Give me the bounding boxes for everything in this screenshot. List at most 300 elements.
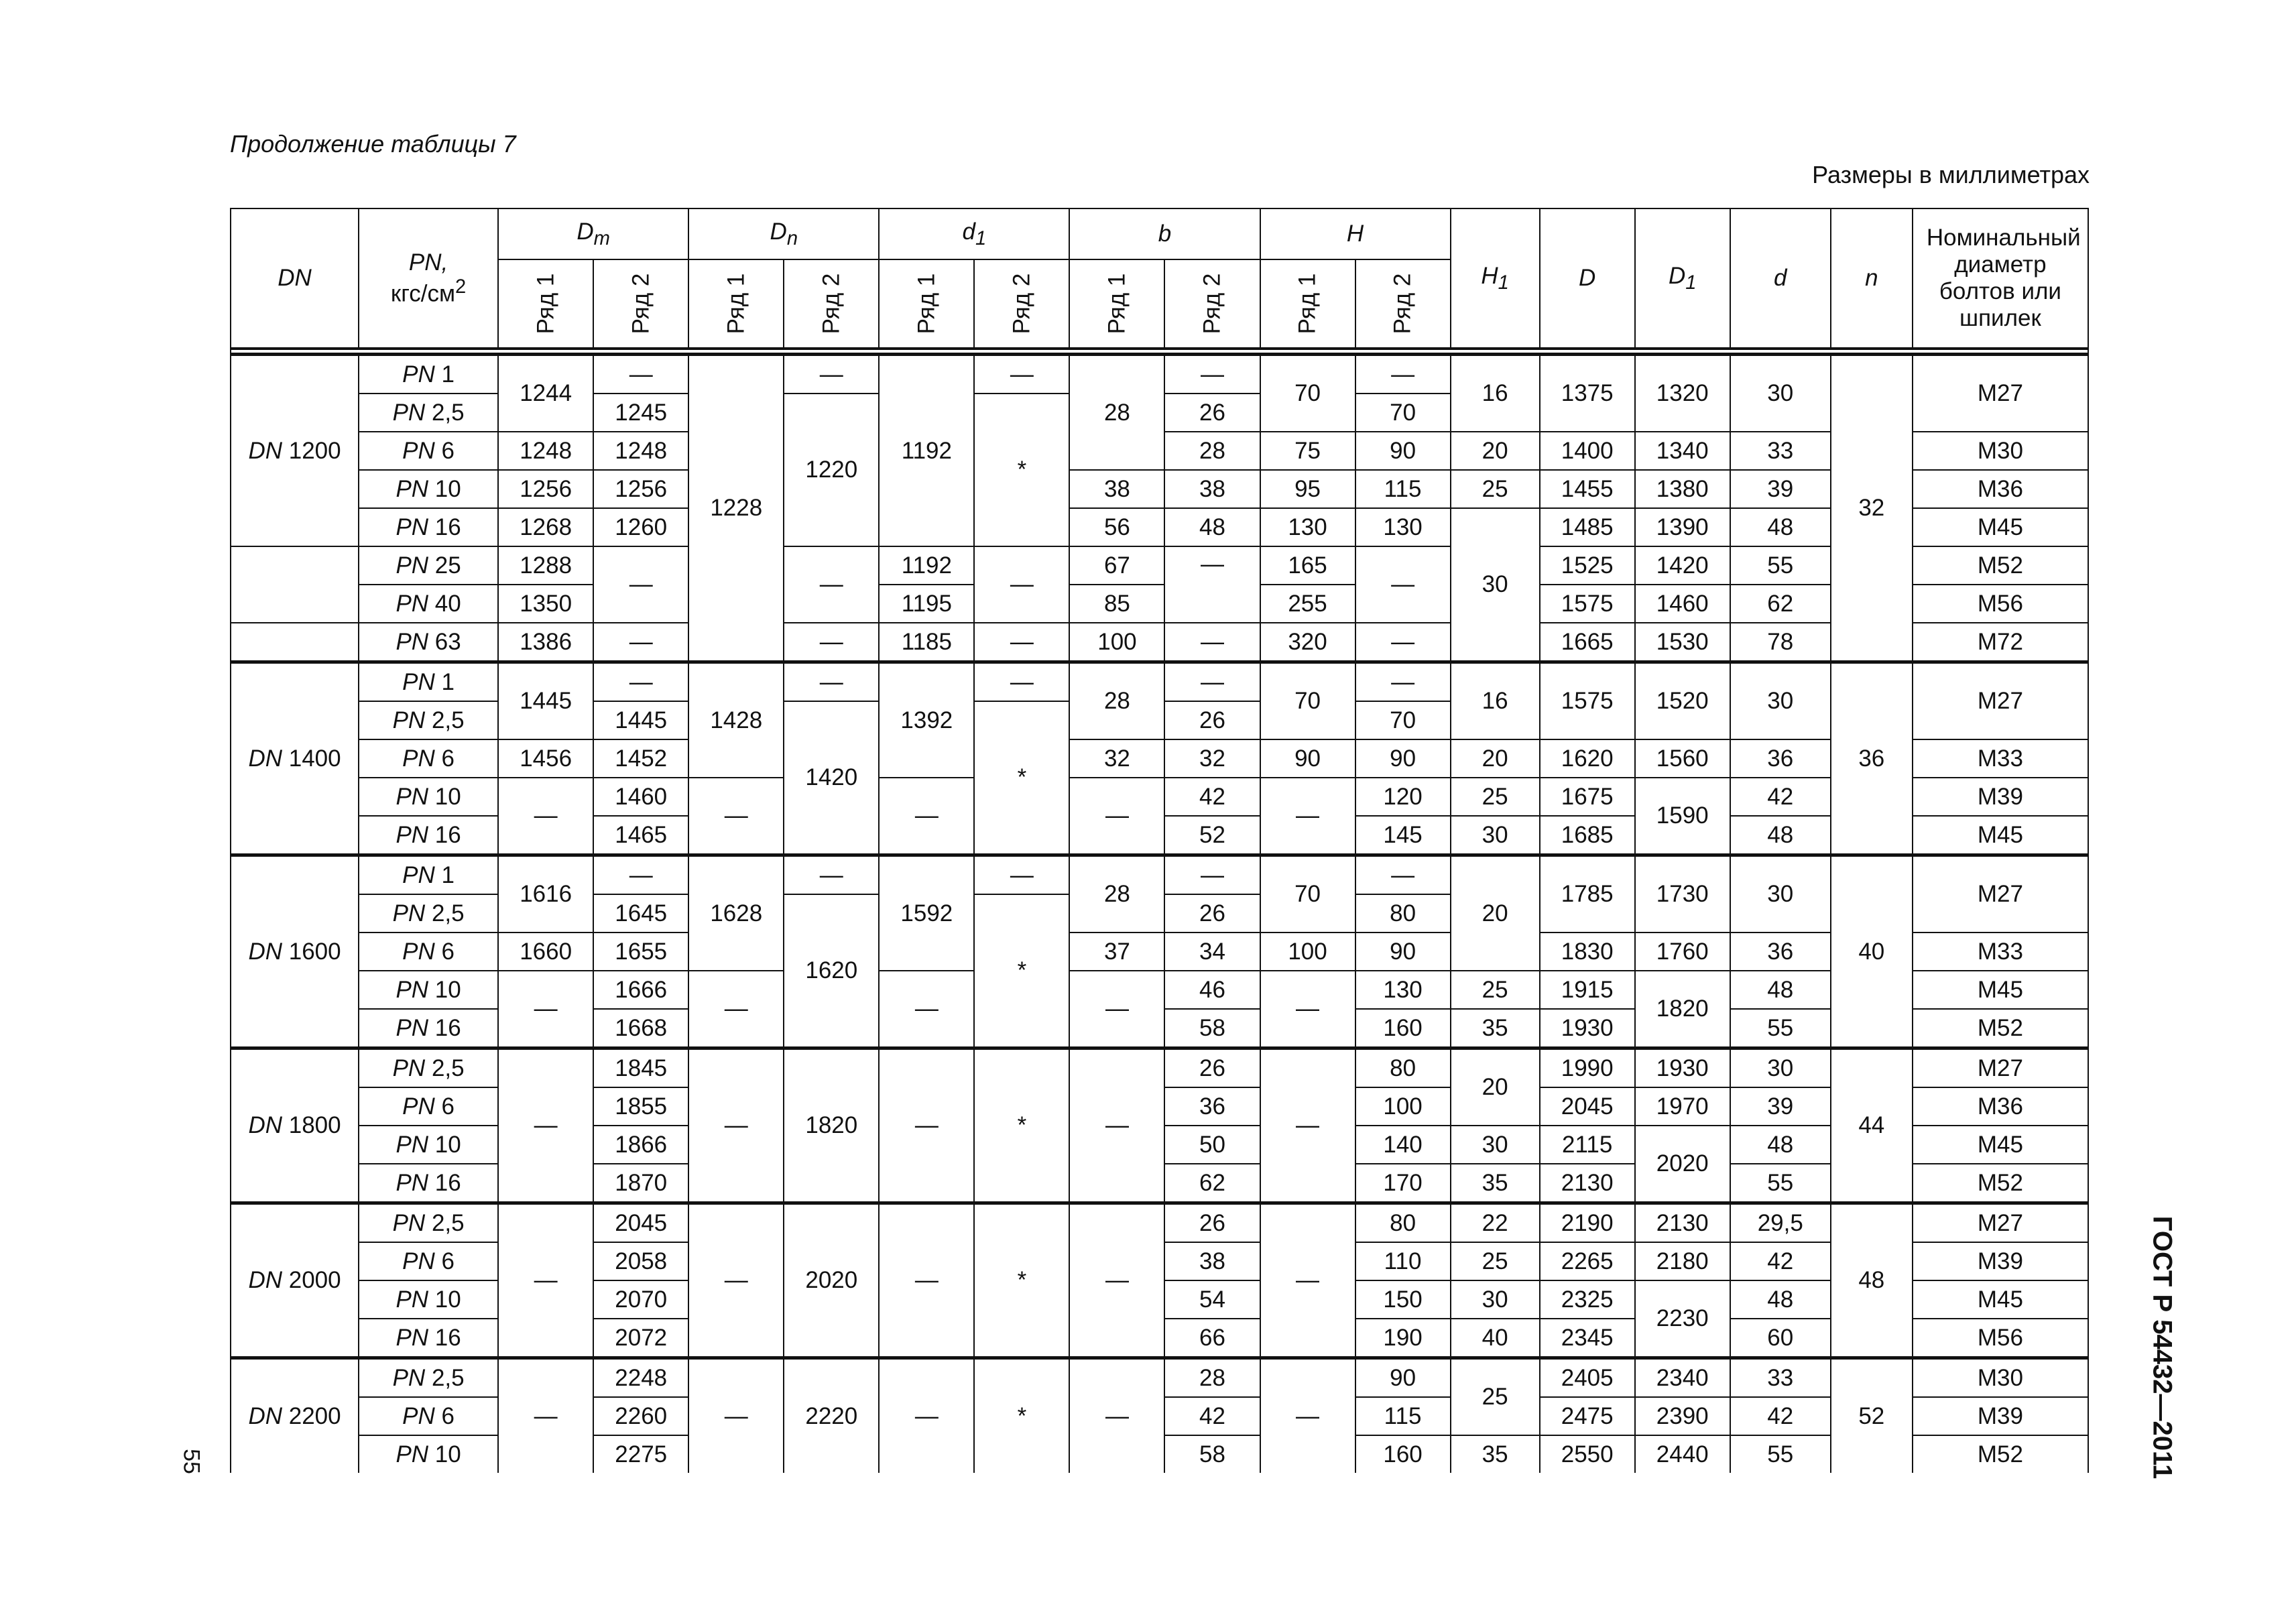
- table-cell: 70: [1355, 701, 1451, 739]
- table-cell: 1452: [593, 739, 688, 778]
- table-cell: 165: [1260, 546, 1355, 585]
- table-cell: 1575: [1540, 585, 1635, 623]
- table-cell: 1560: [1635, 739, 1730, 778]
- table-cell: 1616: [498, 855, 593, 933]
- table-cell: 1685: [1540, 816, 1635, 855]
- table-cell: 1420: [1635, 546, 1730, 585]
- table-cell: 2260: [593, 1397, 688, 1435]
- table-cell: 100: [1260, 933, 1355, 971]
- table-cell: 1620: [1540, 739, 1635, 778]
- table-cell: —: [1260, 1358, 1355, 1474]
- table-cell: 1970: [1635, 1087, 1730, 1126]
- table-cell: 1575: [1540, 662, 1635, 740]
- units-note: Размеры в миллиметрах: [1812, 161, 2090, 188]
- table-cell: 48: [1831, 1203, 1913, 1358]
- table-cell: 55: [1730, 546, 1831, 585]
- table-cell: —: [879, 778, 974, 855]
- table-cell: —: [1260, 778, 1355, 855]
- table-cell: 67: [1069, 546, 1164, 585]
- col-dn-n: $D_n$: [688, 208, 879, 259]
- table-cell: 80: [1355, 1048, 1451, 1088]
- table-cell: 25: [1451, 778, 1540, 816]
- table-cell: 50: [1164, 1126, 1260, 1164]
- table-cell: 32: [1831, 355, 1913, 662]
- table-cell: 75: [1260, 432, 1355, 470]
- table-cell: PN 6: [359, 1087, 498, 1126]
- table-cell: PN 16: [359, 508, 498, 546]
- table-cell: —: [593, 546, 688, 623]
- table-cell: —: [1260, 1203, 1355, 1358]
- subcol-row2: Ряд 2: [1355, 259, 1451, 349]
- table-cell: 36: [1730, 933, 1831, 971]
- table-cell: —: [1069, 1203, 1164, 1358]
- table-cell: 38: [1069, 470, 1164, 508]
- col-dm: $D_m$: [498, 208, 688, 259]
- table-cell: M45: [1913, 1126, 2088, 1164]
- table-cell: 1460: [1635, 585, 1730, 623]
- table-cell: 36: [1831, 662, 1913, 855]
- table-cell: 1820: [1635, 971, 1730, 1048]
- table-cell: PN 10: [359, 1126, 498, 1164]
- table-cell: —: [879, 971, 974, 1048]
- table-cell: PN 6: [359, 1397, 498, 1435]
- table-cell: 130: [1355, 508, 1451, 546]
- table-cell: 36: [1164, 1087, 1260, 1126]
- table-cell: —: [1260, 971, 1355, 1048]
- table-cell: 70: [1260, 355, 1355, 432]
- table-cell: M45: [1913, 1280, 2088, 1319]
- table-cell: —: [784, 623, 879, 662]
- table-cell: 1390: [1635, 508, 1730, 546]
- table-cell: 2058: [593, 1242, 688, 1280]
- table-cell: —: [974, 355, 1069, 394]
- table-cell: —: [784, 355, 879, 394]
- dn-cell: DN 1600: [231, 855, 359, 1048]
- table-cell: 1400: [1540, 432, 1635, 470]
- table-cell: 1668: [593, 1009, 688, 1048]
- table-cell: 90: [1355, 739, 1451, 778]
- table-cell: M33: [1913, 739, 2088, 778]
- col-d-outer: D: [1540, 208, 1635, 349]
- table-cell: —: [974, 855, 1069, 895]
- table-cell: M27: [1913, 855, 2088, 933]
- table-cell: 42: [1730, 778, 1831, 816]
- table-cell: 1185: [879, 623, 974, 662]
- table-cell: PN 16: [359, 1164, 498, 1203]
- table-cell: 95: [1260, 470, 1355, 508]
- table-cell: 90: [1260, 739, 1355, 778]
- table-cell: 100: [1069, 623, 1164, 662]
- table-cell: —: [498, 1358, 593, 1474]
- table-cell: 30: [1451, 1126, 1540, 1164]
- table-cell: —: [593, 623, 688, 662]
- col-pn: PN, кгс/$см^2$: [359, 208, 498, 349]
- table-cell: 80: [1355, 1203, 1451, 1243]
- subcol-row1: Ряд 1: [1069, 259, 1164, 349]
- table-cell: 33: [1730, 432, 1831, 470]
- table-cell: —: [688, 1048, 784, 1203]
- table-cell: 30: [1451, 1280, 1540, 1319]
- table-cell: 85: [1069, 585, 1164, 623]
- table-cell: 1192: [879, 355, 974, 547]
- table-cell: 1760: [1635, 933, 1730, 971]
- table-cell: —: [974, 546, 1069, 623]
- flange-dimensions-table: [230, 208, 2089, 1473]
- table-cell: —: [1069, 1358, 1164, 1474]
- table-cell: M45: [1913, 508, 2088, 546]
- table-cell: 29,5: [1730, 1203, 1831, 1243]
- table-cell: 28: [1069, 355, 1164, 471]
- table-cell: 48: [1730, 1126, 1831, 1164]
- table-cell: 52: [1164, 816, 1260, 855]
- table-cell: 1260: [593, 508, 688, 546]
- table-cell: 55: [1730, 1009, 1831, 1048]
- table-cell: 1530: [1635, 623, 1730, 662]
- table-cell: 26: [1164, 1203, 1260, 1243]
- table-cell: PN 16: [359, 1319, 498, 1358]
- table-cell: —: [1355, 546, 1451, 623]
- table-cell: —: [1069, 778, 1164, 855]
- table-cell: 2045: [1540, 1087, 1635, 1126]
- table-cell: 1192: [879, 546, 974, 585]
- table-cell: 120: [1355, 778, 1451, 816]
- table-cell: 1320: [1635, 355, 1730, 432]
- table-cell: 2230: [1635, 1280, 1730, 1358]
- table-cell: —: [1069, 1048, 1164, 1203]
- subcol-row2: Ряд 2: [784, 259, 879, 349]
- dn-cell: DN 1200: [231, 355, 359, 547]
- table-cell: [231, 623, 359, 662]
- table-row: [231, 1048, 2088, 1088]
- col-d-hole: d: [1730, 208, 1831, 349]
- table-cell: 1620: [784, 894, 879, 1048]
- table-cell: PN 1: [359, 662, 498, 702]
- table-cell: 2070: [593, 1280, 688, 1319]
- table-cell: 130: [1355, 971, 1451, 1009]
- table-cell: 100: [1355, 1087, 1451, 1126]
- table-cell: 1525: [1540, 546, 1635, 585]
- table-cell: —: [1355, 855, 1451, 895]
- table-cell: 2180: [1635, 1242, 1730, 1280]
- table-cell: —: [1355, 662, 1451, 702]
- table-cell: —: [688, 1203, 784, 1358]
- table-row: [231, 739, 2088, 778]
- table-cell: 42: [1164, 1397, 1260, 1435]
- table-cell: 42: [1164, 778, 1260, 816]
- table-row: [231, 1358, 2088, 1398]
- table-cell: M33: [1913, 933, 2088, 971]
- table-cell: 56: [1069, 508, 1164, 546]
- table-cell: 1665: [1540, 623, 1635, 662]
- table-cell: 26: [1164, 894, 1260, 933]
- table-cell: *: [974, 1203, 1069, 1358]
- table-cell: —: [498, 1203, 593, 1358]
- table-cell: 2020: [1635, 1126, 1730, 1203]
- table-cell: 35: [1451, 1164, 1540, 1203]
- table-cell: —: [879, 1203, 974, 1358]
- table-cell: 1820: [784, 1048, 879, 1203]
- table-cell: 1256: [498, 470, 593, 508]
- table-cell: 1465: [593, 816, 688, 855]
- table-cell: 28: [1069, 855, 1164, 933]
- table-cell: 1195: [879, 585, 974, 623]
- table-cell: 1485: [1540, 508, 1635, 546]
- table-cell: 2325: [1540, 1280, 1635, 1319]
- table-cell: 190: [1355, 1319, 1451, 1358]
- col-d1: $d_1$: [879, 208, 1069, 259]
- table-cell: 1245: [593, 394, 688, 432]
- table-cell: PN 6: [359, 739, 498, 778]
- table-cell: PN 25: [359, 546, 498, 585]
- table-cell: 2265: [1540, 1242, 1635, 1280]
- table-cell: 255: [1260, 585, 1355, 623]
- table-cell: M56: [1913, 1319, 2088, 1358]
- table-cell: M39: [1913, 778, 2088, 816]
- table-cell: 1220: [784, 394, 879, 546]
- table-cell: 55: [1730, 1435, 1831, 1473]
- table-cell: 22: [1451, 1203, 1540, 1243]
- dn-cell: DN 2200: [231, 1358, 359, 1474]
- table-cell: —: [879, 1358, 974, 1474]
- table-cell: 170: [1355, 1164, 1451, 1203]
- table-cell: 60: [1730, 1319, 1831, 1358]
- table-cell: 1428: [688, 662, 784, 778]
- table-caption: Продолжение таблицы 7: [230, 130, 516, 158]
- table-cell: —: [1164, 662, 1260, 702]
- table-cell: 1248: [593, 432, 688, 470]
- table-cell: 1628: [688, 855, 784, 971]
- table-cell: 1268: [498, 508, 593, 546]
- table-cell: 30: [1730, 662, 1831, 740]
- table-cell: M27: [1913, 1048, 2088, 1088]
- table-cell: PN 10: [359, 971, 498, 1009]
- table-cell: 36: [1730, 739, 1831, 778]
- table-cell: 1386: [498, 623, 593, 662]
- table-cell: 25: [1451, 971, 1540, 1009]
- table-cell: 25: [1451, 1242, 1540, 1280]
- table-cell: —: [593, 355, 688, 394]
- table-cell: —: [784, 662, 879, 702]
- table-cell: 145: [1355, 816, 1451, 855]
- table-cell: 1785: [1540, 855, 1635, 933]
- subcol-row1: Ряд 1: [879, 259, 974, 349]
- table-cell: —: [593, 662, 688, 702]
- table-cell: 1990: [1540, 1048, 1635, 1088]
- table-cell: M39: [1913, 1397, 2088, 1435]
- table-cell: 2072: [593, 1319, 688, 1358]
- table-cell: 26: [1164, 701, 1260, 739]
- table-cell: M30: [1913, 1358, 2088, 1398]
- table-cell: 20: [1451, 432, 1540, 470]
- table-cell: [231, 546, 359, 623]
- table-cell: —: [688, 971, 784, 1048]
- dn-cell: DN 1400: [231, 662, 359, 855]
- table-cell: 46: [1164, 971, 1260, 1009]
- table-cell: 2550: [1540, 1435, 1635, 1473]
- table-cell: PN 2,5: [359, 894, 498, 933]
- table-cell: M56: [1913, 585, 2088, 623]
- table-cell: *: [974, 701, 1069, 855]
- table-cell: 1380: [1635, 470, 1730, 508]
- table-cell: 2475: [1540, 1397, 1635, 1435]
- table-cell: 26: [1164, 394, 1260, 432]
- table-row: [231, 855, 2088, 895]
- table-cell: 1845: [593, 1048, 688, 1088]
- table-cell: M39: [1913, 1242, 2088, 1280]
- subcol-row2: Ряд 2: [1164, 259, 1260, 349]
- table-cell: 35: [1451, 1435, 1540, 1473]
- table-cell: PN 2,5: [359, 1358, 498, 1398]
- table-cell: M45: [1913, 816, 2088, 855]
- table-row: [231, 585, 2088, 623]
- table-cell: 28: [1164, 432, 1260, 470]
- table-row: [231, 623, 2088, 662]
- table-cell: *: [974, 1358, 1069, 1474]
- table-cell: PN 1: [359, 855, 498, 895]
- table-cell: 1256: [593, 470, 688, 508]
- table-cell: 1288: [498, 546, 593, 585]
- table-cell: M52: [1913, 1164, 2088, 1203]
- table-cell: 40: [1451, 1319, 1540, 1358]
- table-cell: 34: [1164, 933, 1260, 971]
- table-cell: 30: [1451, 816, 1540, 855]
- table-cell: 26: [1164, 1048, 1260, 1088]
- table-cell: 62: [1730, 585, 1831, 623]
- table-cell: *: [974, 1048, 1069, 1203]
- table-cell: 110: [1355, 1242, 1451, 1280]
- table-cell: 25: [1451, 470, 1540, 508]
- table-cell: 16: [1451, 662, 1540, 740]
- table-cell: 40: [1831, 855, 1913, 1048]
- table-cell: 32: [1069, 739, 1164, 778]
- table-cell: 70: [1355, 394, 1451, 432]
- table-cell: 2220: [784, 1358, 879, 1474]
- table-cell: —: [1164, 546, 1260, 623]
- table-cell: 1590: [1635, 778, 1730, 855]
- table-cell: 70: [1260, 662, 1355, 740]
- table-cell: 1730: [1635, 855, 1730, 933]
- table-cell: 320: [1260, 623, 1355, 662]
- table-cell: —: [1164, 355, 1260, 394]
- table-cell: 1420: [784, 701, 879, 855]
- table-cell: 62: [1164, 1164, 1260, 1203]
- table-cell: PN 40: [359, 585, 498, 623]
- table-cell: 1645: [593, 894, 688, 933]
- table-cell: *: [974, 894, 1069, 1048]
- table-cell: —: [498, 1048, 593, 1203]
- table-cell: 42: [1730, 1242, 1831, 1280]
- table-row: [231, 546, 2088, 585]
- table-cell: 70: [1260, 855, 1355, 933]
- table-cell: M27: [1913, 662, 2088, 740]
- table-cell: 2345: [1540, 1319, 1635, 1358]
- table-cell: 90: [1355, 1358, 1451, 1398]
- table-cell: 2130: [1635, 1203, 1730, 1243]
- table-row: [231, 508, 2088, 546]
- table-cell: 39: [1730, 470, 1831, 508]
- table-cell: 33: [1730, 1358, 1831, 1398]
- table-cell: PN 16: [359, 816, 498, 855]
- table-cell: M27: [1913, 1203, 2088, 1243]
- col-h: H: [1260, 208, 1451, 259]
- table-row: [231, 933, 2088, 971]
- table-cell: 1445: [498, 662, 593, 740]
- table-cell: PN 2,5: [359, 1048, 498, 1088]
- table-cell: 160: [1355, 1009, 1451, 1048]
- table-row: [231, 1203, 2088, 1243]
- col-dn: DN: [231, 208, 359, 349]
- table-cell: 28: [1164, 1358, 1260, 1398]
- table-cell: 1592: [879, 855, 974, 971]
- table-row: [231, 662, 2088, 702]
- table-cell: 58: [1164, 1009, 1260, 1048]
- table-cell: 1248: [498, 432, 593, 470]
- page-number: 55: [178, 1449, 204, 1474]
- subcol-row1: Ряд 1: [1260, 259, 1355, 349]
- table-cell: 38: [1164, 470, 1260, 508]
- table-cell: 54: [1164, 1280, 1260, 1319]
- table-cell: 2275: [593, 1435, 688, 1473]
- table-cell: M72: [1913, 623, 2088, 662]
- table-cell: —: [784, 546, 879, 623]
- table-cell: —: [1164, 623, 1260, 662]
- table-cell: —: [1260, 1048, 1355, 1203]
- table-cell: 58: [1164, 1435, 1260, 1473]
- table-cell: —: [879, 1048, 974, 1203]
- table-cell: 16: [1451, 355, 1540, 432]
- table-cell: 1830: [1540, 933, 1635, 971]
- table-cell: —: [498, 971, 593, 1048]
- table-cell: 1855: [593, 1087, 688, 1126]
- table-cell: PN 6: [359, 1242, 498, 1280]
- table-cell: 1930: [1540, 1009, 1635, 1048]
- table-cell: M36: [1913, 1087, 2088, 1126]
- table-cell: —: [1355, 623, 1451, 662]
- col-h1: $H_1$: [1451, 208, 1540, 349]
- table-cell: —: [498, 778, 593, 855]
- table-cell: 52: [1831, 1358, 1913, 1474]
- table-cell: M27: [1913, 355, 2088, 432]
- table-cell: —: [974, 662, 1069, 702]
- table-cell: M52: [1913, 1009, 2088, 1048]
- table-row: [231, 355, 2088, 394]
- table-cell: 1350: [498, 585, 593, 623]
- table-cell: PN 2,5: [359, 394, 498, 432]
- table-cell: 1520: [1635, 662, 1730, 740]
- table-cell: 2390: [1635, 1397, 1730, 1435]
- table-cell: 25: [1451, 1358, 1540, 1436]
- table-cell: 2248: [593, 1358, 688, 1398]
- table-cell: 48: [1730, 1280, 1831, 1319]
- table-cell: 2045: [593, 1203, 688, 1243]
- table-cell: PN 2,5: [359, 1203, 498, 1243]
- table-cell: 115: [1355, 1397, 1451, 1435]
- table-cell: —: [1164, 855, 1260, 895]
- table-cell: 1340: [1635, 432, 1730, 470]
- table-cell: *: [974, 394, 1069, 546]
- table-cell: —: [593, 855, 688, 895]
- col-n: n: [1831, 208, 1913, 349]
- table-cell: 1866: [593, 1126, 688, 1164]
- table-cell: PN 2,5: [359, 701, 498, 739]
- table-cell: 1930: [1635, 1048, 1730, 1088]
- table-cell: 1228: [688, 355, 784, 662]
- table-row: [231, 470, 2088, 508]
- table-cell: M30: [1913, 432, 2088, 470]
- table-cell: PN 10: [359, 1435, 498, 1473]
- table-cell: PN 6: [359, 432, 498, 470]
- table-cell: 1460: [593, 778, 688, 816]
